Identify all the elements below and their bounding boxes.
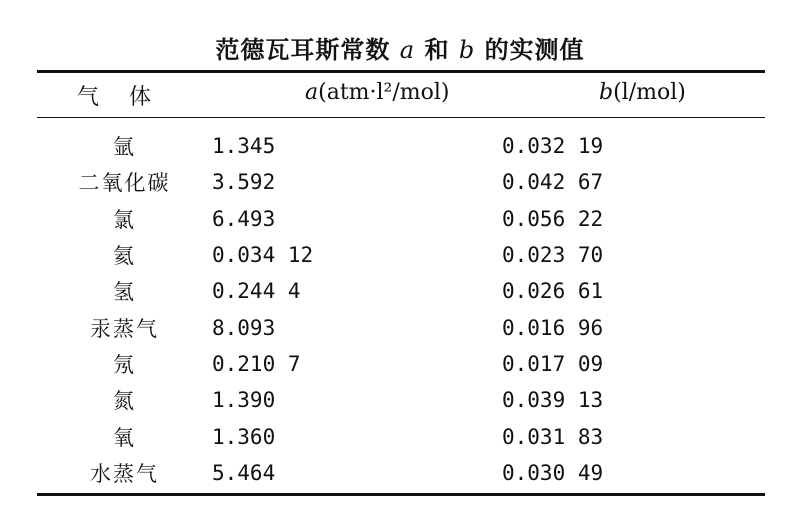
gas-name: 氖 bbox=[113, 352, 136, 377]
table-header bbox=[37, 80, 765, 114]
table-row bbox=[37, 164, 765, 200]
a-value: 0.034 12 bbox=[212, 243, 314, 268]
b-value: 0.016 96 bbox=[502, 315, 604, 340]
header-gas: 气体 bbox=[77, 85, 182, 110]
a-value: 1.360 bbox=[212, 424, 276, 449]
title-var-a: a bbox=[399, 36, 416, 64]
gas-name: 氢 bbox=[113, 280, 136, 305]
header-a bbox=[305, 80, 450, 105]
a-value: 0.210 7 bbox=[212, 351, 301, 376]
gas-name: 氦 bbox=[113, 244, 136, 269]
a-value: 1.345 bbox=[212, 134, 276, 159]
header-a-unit: (atm·l²/mol) bbox=[318, 80, 450, 105]
table-row bbox=[37, 382, 765, 418]
b-value: 0.031 83 bbox=[502, 424, 604, 449]
gas-name: 汞蒸气 bbox=[90, 316, 159, 341]
a-value: 0.244 4 bbox=[212, 279, 301, 304]
a-value: 8.093 bbox=[212, 315, 276, 340]
title-suffix: 的实测值 bbox=[484, 35, 585, 64]
b-value: 0.042 67 bbox=[502, 170, 604, 195]
a-value: 5.464 bbox=[212, 460, 276, 485]
table-row bbox=[37, 128, 765, 164]
gas-name: 氯 bbox=[113, 207, 136, 232]
table-row bbox=[37, 309, 765, 345]
header-b-var: b bbox=[599, 80, 614, 105]
gas-name: 氧 bbox=[113, 425, 136, 450]
table-row bbox=[37, 273, 765, 309]
bottom-rule bbox=[37, 493, 765, 496]
gas-name: 氮 bbox=[113, 389, 136, 414]
table-row bbox=[37, 237, 765, 273]
a-value: 3.592 bbox=[212, 170, 276, 195]
gas-name: 二氧化碳 bbox=[78, 171, 171, 196]
table-row bbox=[37, 455, 765, 491]
header-b bbox=[599, 80, 686, 105]
header-a-var: a bbox=[305, 80, 319, 105]
table-title bbox=[0, 30, 800, 65]
table-row bbox=[37, 346, 765, 382]
b-value: 0.039 13 bbox=[502, 388, 604, 413]
constants-table bbox=[37, 128, 765, 491]
b-value: 0.032 19 bbox=[502, 134, 604, 159]
title-joiner: 和 bbox=[424, 35, 450, 64]
header-b-unit: (l/mol) bbox=[613, 80, 686, 105]
gas-name: 氩 bbox=[113, 135, 136, 160]
table-row bbox=[37, 201, 765, 237]
header-rule bbox=[37, 117, 765, 118]
b-value: 0.030 49 bbox=[502, 460, 604, 485]
b-value: 0.017 09 bbox=[502, 351, 604, 376]
title-prefix: 范德瓦耳斯常数 bbox=[215, 35, 391, 64]
gas-name: 水蒸气 bbox=[90, 461, 159, 486]
a-value: 1.390 bbox=[212, 388, 276, 413]
top-rule bbox=[37, 70, 765, 73]
table-row bbox=[37, 418, 765, 454]
b-value: 0.023 70 bbox=[502, 243, 604, 268]
title-var-b: b bbox=[458, 36, 476, 64]
b-value: 0.056 22 bbox=[502, 206, 604, 231]
b-value: 0.026 61 bbox=[502, 279, 604, 304]
a-value: 6.493 bbox=[212, 206, 276, 231]
